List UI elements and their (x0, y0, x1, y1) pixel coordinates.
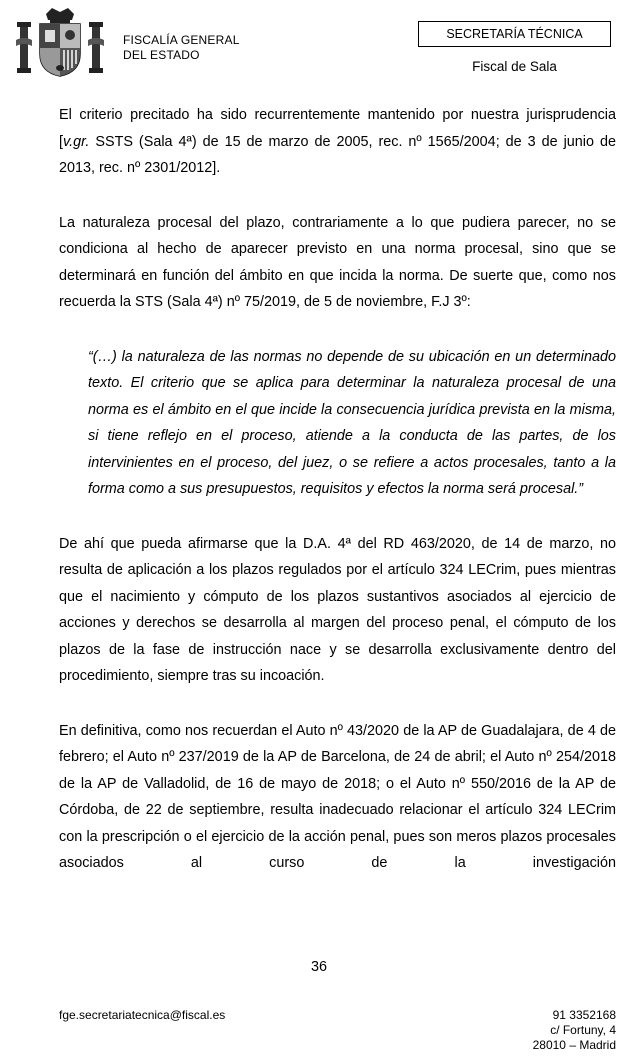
page-number: 36 (310, 959, 327, 975)
organization-name (123, 33, 240, 63)
paragraph-1-text-a: El criterio precitado ha sido recurrentemente mantenido por nuestra jurisprudencia [ (59, 107, 616, 150)
coat-of-arms-icon (16, 4, 104, 78)
paragraph-3: De ahí que pueda afirmarse que la D.A. 4ª del RD 463/2020, de 14 de marzo, no resulta de aplicación a los plazos regulados por el artículo 324 LECrim, pues mientras que el nacimiento y cómputo de los plazos sustantivos asociados al ejercicio de acciones y derechos se desarrolla al margen del proceso penal, el cómputo de los plazos de la fase de instrucción nace y se desarrolla exclusivamente dentro del procedimiento, siempre tras su incoación. (59, 535, 616, 684)
footer-email[interactable]: fge.secretariatecnica@fiscal.es (59, 1008, 226, 1022)
paragraph-1 (59, 102, 616, 182)
document-body (59, 102, 616, 905)
paragraph-1-abbrev: v.gr. (63, 133, 90, 150)
department-box: SECRETARÍA TÉCNICA (418, 21, 611, 47)
organization-name-line1: FISCALÍA GENERAL (123, 33, 240, 47)
department-subtitle: Fiscal de Sala (472, 59, 557, 74)
block-quote: “(…) la naturaleza de las normas no depende de su ubicación en un determinado texto. El criterio que se aplica para determinar la naturaleza procesal de una norma es el ámbito en el que incide la consecuencia jurídica prevista en la misma, si tiene reflejo en el proceso, atiende a la conducta de las partes, de los intervinientes en el proceso, del juez, o se refiere a actos procesales, tanto a la forma como a sus presupuestos, requisitos y efectos la norma será procesal.” (88, 348, 616, 497)
footer-address (533, 1008, 616, 1053)
paragraph-4: En definitiva, como nos recuerdan el Auto nº 43/2020 de la AP de Guadalajara, de 4 de febrero; el Auto nº 237/2019 de la AP de Barcelona, de 24 de abril; el Auto nº 254/2018 de la AP de Valladolid, de 16 de mayo de 2018; o el Auto nº 550/2016 de la AP de Córdoba, de 22 de septiembre, resulta inadecuado relacionar el artículo 324 LECrim con la prescripción o el ejercicio de la acción penal, pues son meros plazos procesales asociados al curso de la investigación (59, 722, 616, 871)
organization-name-line2: DEL ESTADO (123, 48, 200, 62)
footer-street: c/ Fortuny, 4 (550, 1023, 616, 1037)
footer-phone: 91 3352168 (552, 1008, 616, 1022)
paragraph-2: La naturaleza procesal del plazo, contrariamente a lo que pudiera parecer, no se condiciona al hecho de aparecer previsto en una norma procesal, sino que se determinará en función del ámbito en que incida la norma. De suerte que, como nos recuerda la STS (Sala 4ª) nº 75/2019, de 5 de noviembre, F.J 3º: (59, 214, 616, 310)
footer-city: 28010 – Madrid (532, 1038, 616, 1052)
paragraph-1-text-b: SSTS (Sala 4ª) de 15 de marzo de 2005, rec. nº 1565/2004; de 3 de junio de 2013, rec. nº 2301/2012]. (59, 133, 616, 176)
